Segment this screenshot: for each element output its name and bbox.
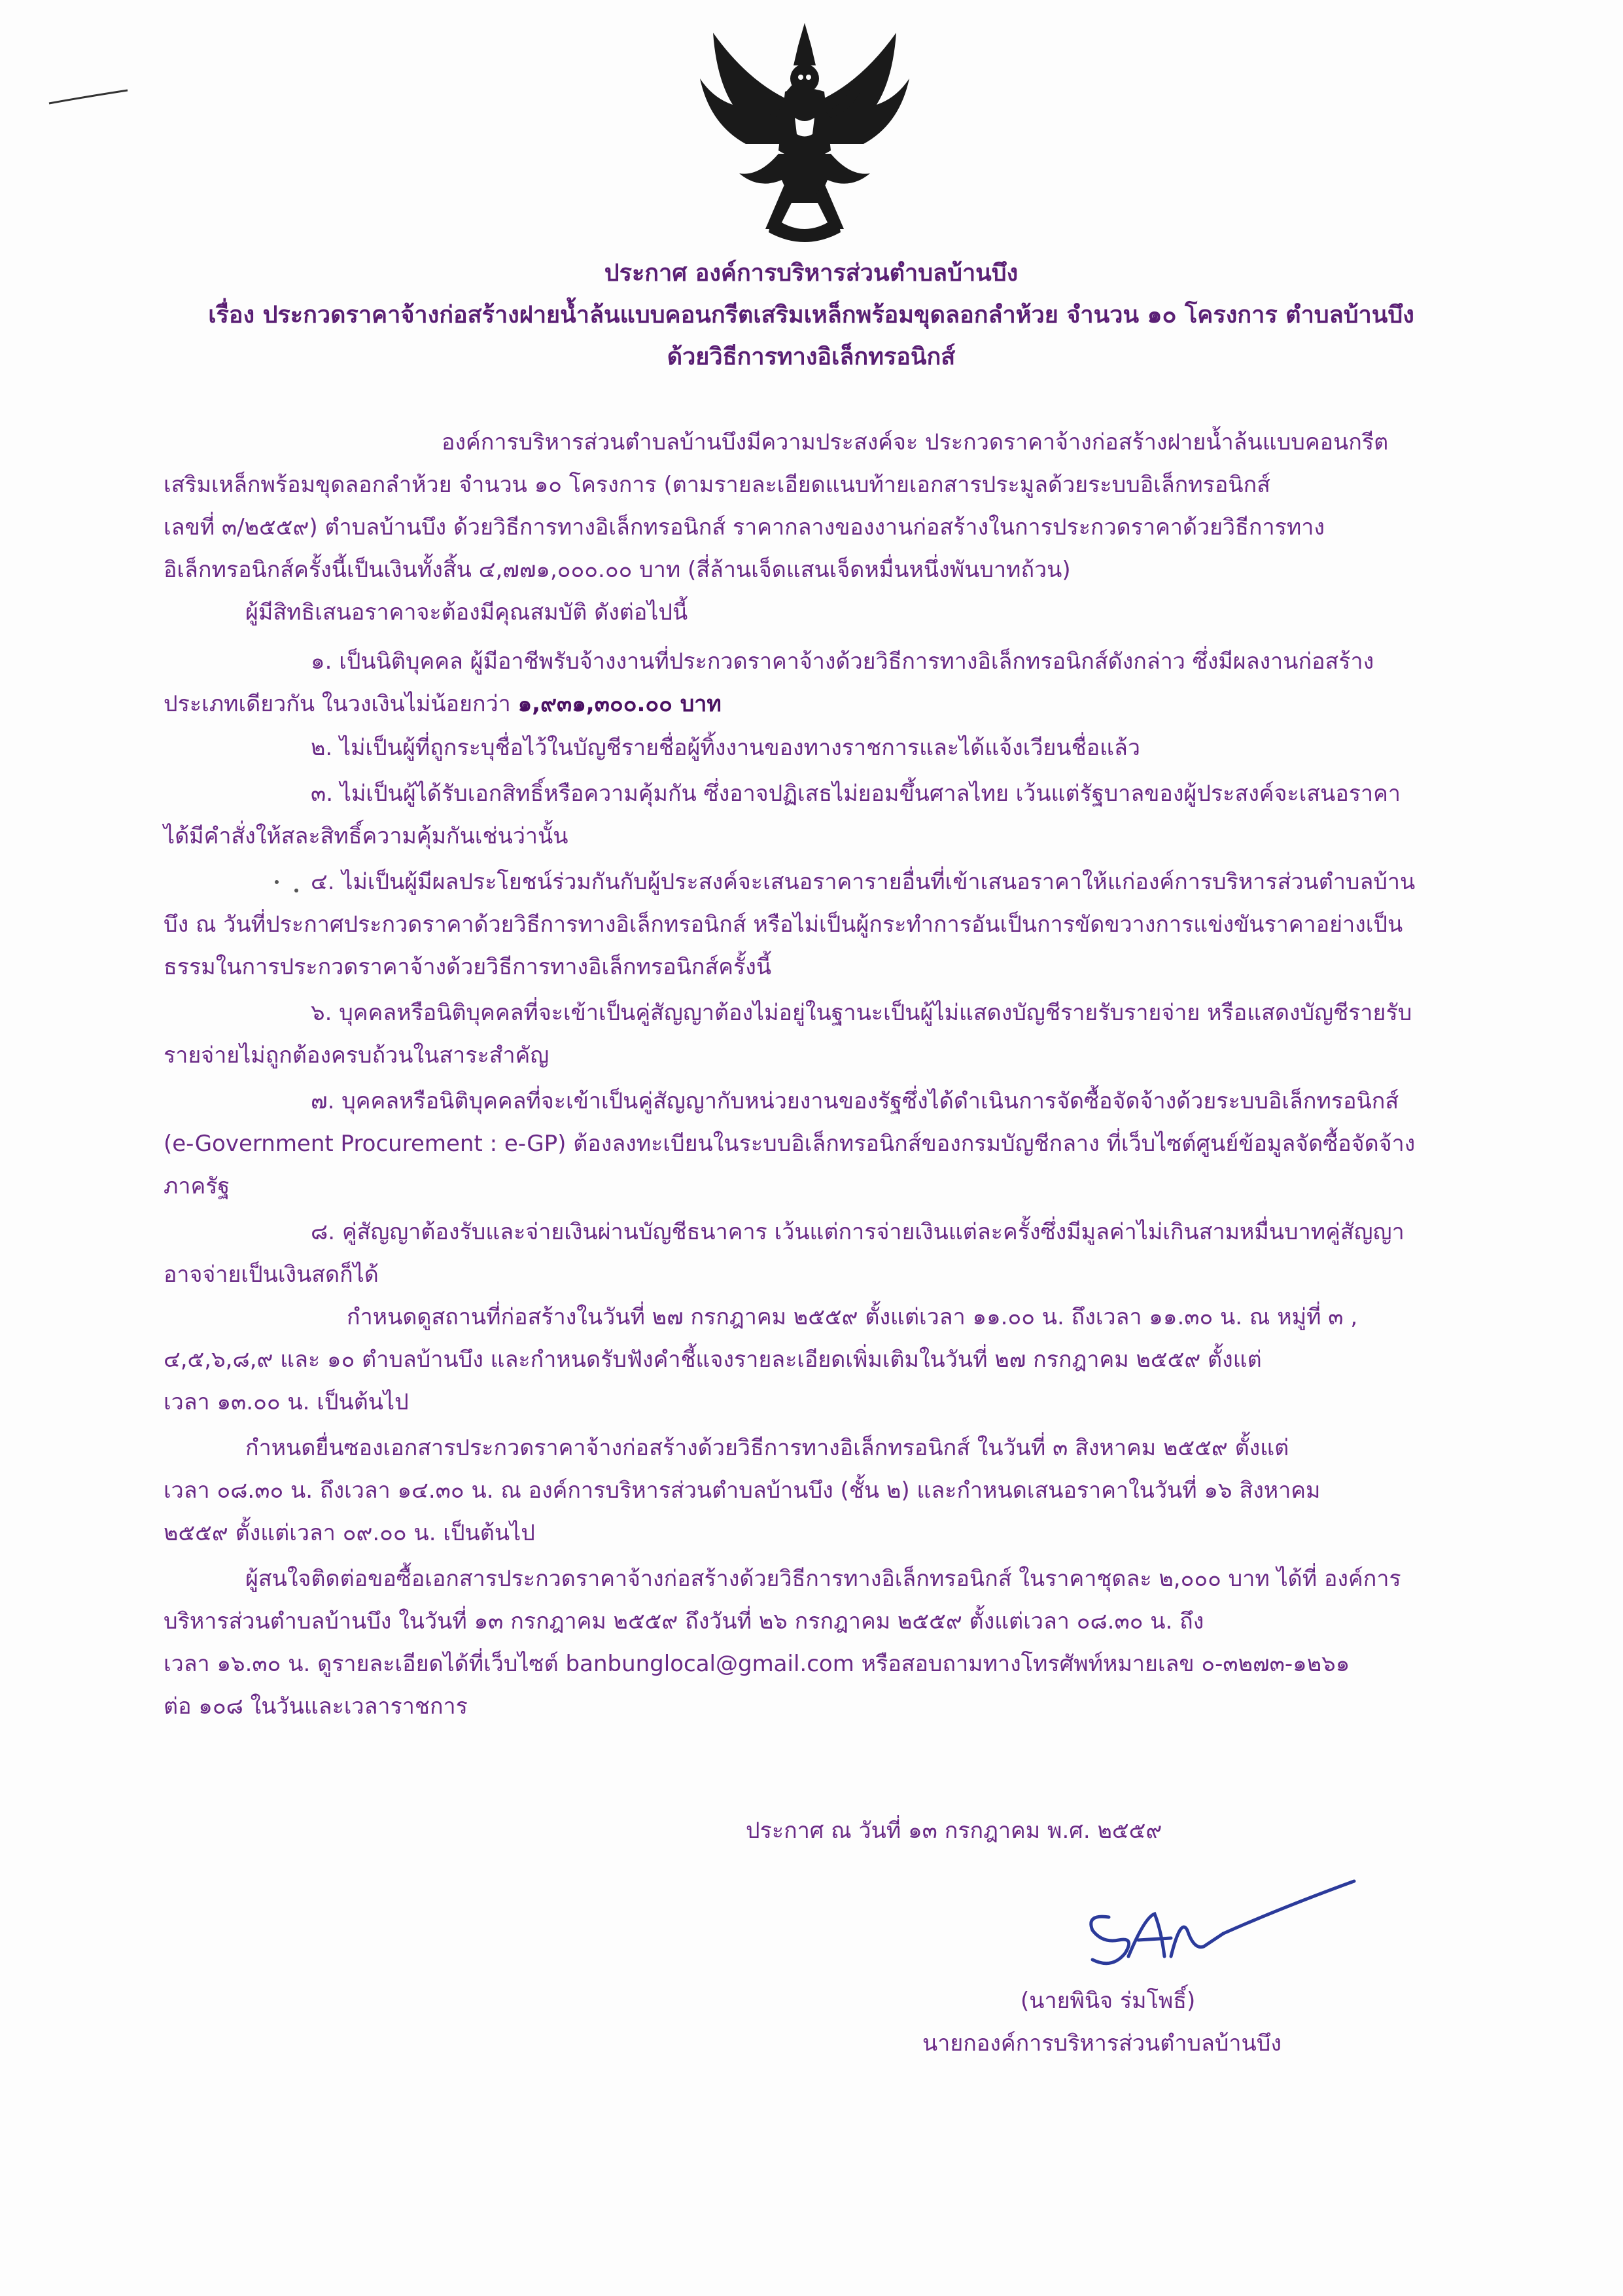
site-visit-line-2: ๔,๕,๖,๘,๙ และ ๑๐ ตำบลบ้านบึง และกำหนดรับฟังคำชี้แจงรายละเอียดเพิ่มเติมในวันที่ ๒๗ กรกฎาคม ๒๕๕๙ ตั้งแต่: [164, 1347, 1262, 1373]
intro-line-4: อิเล็กทรอนิกส์ครั้งนี้เป็นเงินทั้งสิ้น ๔,๗๗๑,๐๐๐.๐๐ บาท (สี่ล้านเจ็ดแสนเจ็ดหมื่นหนึ่งพันบาทถ้วน): [164, 557, 1071, 583]
qualification-1-line-1: ๑. เป็นนิติบุคคล ผู้มีอาชีพรับจ้างงานที่ประกวดราคาจ้างด้วยวิธีการทางอิเล็กทรอนิกส์ดังกล่าว ซึ่งมีผลงานก่อสร้าง: [311, 648, 1374, 675]
contact-line-1: ผู้สนใจติดต่อขอซื้อเอกสารประกวดราคาจ้างก่อสร้างด้วยวิธีการทางอิเล็กทรอนิกส์ ในราคาชุดละ ๒,๐๐๐ บาท ได้ที่ องค์การ: [245, 1566, 1401, 1592]
qualification-6-line-2: รายจ่ายไม่ถูกต้องครบถ้วนในสาระสำคัญ: [164, 1042, 550, 1069]
site-visit-line-3: เวลา ๑๓.๐๐ น. เป็นต้นไป: [164, 1389, 409, 1415]
contact-phone: หรือสอบถามทางโทรศัพท์หมายเลข ๐-๓๒๗๓-๑๒๖๑: [854, 1651, 1350, 1677]
qualification-2: ๒. ไม่เป็นผู้ที่ถูกระบุชื่อไว้ในบัญชีรายชื่อผู้ทิ้งงานของทางราชการและได้แจ้งเวียนชื่อแล้ว: [311, 735, 1140, 761]
stray-pen-mark: [46, 85, 131, 111]
qualification-1-prefix: ประเภทเดียวกัน ในวงเงินไม่น้อยกว่า: [164, 691, 518, 717]
contact-line-3: [164, 1646, 1350, 1681]
signer-name: (นายพินิจ ร่มโพธิ์): [1021, 1988, 1196, 2014]
qualification-8-line-2: อาจจ่ายเป็นเงินสดก็ได้: [164, 1262, 379, 1288]
contact-email: banbunglocal@gmail.com: [565, 1651, 854, 1677]
garuda-emblem-icon: [687, 20, 922, 255]
signature: [1073, 1878, 1361, 1989]
contact-line-4: ต่อ ๑๐๘ ในวันและเวลาราชการ: [164, 1693, 468, 1720]
qualification-4-line-3: ธรรมในการประกวดราคาจ้างด้วยวิธีการทางอิเล็กทรอนิกส์ครั้งนี้: [164, 954, 772, 980]
qualification-4-line-1: ๔. ไม่เป็นผู้มีผลประโยชน์ร่วมกันกับผู้ประสงค์จะเสนอราคารายอื่นที่เข้าเสนอราคาให้แก่องค์การบริหารส่วนตำบลบ้าน: [311, 869, 1416, 895]
contact-line-2: บริหารส่วนตำบลบ้านบึง ในวันที่ ๑๓ กรกฎาคม ๒๕๕๙ ถึงวันที่ ๒๖ กรกฎาคม ๒๕๕๙ ตั้งแต่เวลา ๐๘.๓๐ น. ถึง: [164, 1608, 1204, 1634]
qualification-7-line-1: ๗. บุคคลหรือนิติบุคคลที่จะเข้าเป็นคู่สัญญากับหน่วยงานของรัฐซึ่งได้ดำเนินการจัดซื้อจัดจ้างด้วยระบบอิเล็กทรอนิกส์: [311, 1088, 1399, 1114]
qualifications-heading: ผู้มีสิทธิเสนอราคาจะต้องมีคุณสมบัติ ดังต่อไปนี้: [245, 599, 688, 626]
site-visit-line-1: กำหนดดูสถานที่ก่อสร้างในวันที่ ๒๗ กรกฎาคม ๒๕๕๙ ตั้งแต่เวลา ๑๑.๐๐ น. ถึงเวลา ๑๑.๓๐ น. ณ หมู่ที่ ๓ ,: [347, 1304, 1358, 1330]
intro-line-1: องค์การบริหารส่วนตำบลบ้านบึงมีความประสงค์จะ ประกวดราคาจ้างก่อสร้างฝายน้ำล้นแบบคอนกรีต: [442, 429, 1389, 455]
intro-line-3: เลขที่ ๓/๒๕๕๙) ตำบลบ้านบึง ด้วยวิธีการทางอิเล็กทรอนิกส์ ราคากลางของงานก่อสร้างในการประกวดราคาด้วยวิธีการทาง: [164, 514, 1325, 540]
contact-line-3-prefix: เวลา ๑๖.๓๐ น. ดูรายละเอียดได้ที่เว็บไซต์: [164, 1651, 566, 1677]
submission-line-1: กำหนดยื่นซองเอกสารประกวดราคาจ้างก่อสร้างด้วยวิธีการทางอิเล็กทรอนิกส์ ในวันที่ ๓ สิงหาคม ๒๕๕๙ ตั้งแต่: [245, 1435, 1289, 1461]
announcement-method: ด้วยวิธีการทางอิเล็กทรอนิกส์: [667, 344, 956, 370]
minimum-amount: ๑,๙๓๑,๓๐๐.๐๐ บาท: [517, 691, 722, 717]
qualification-8-line-1: ๘. คู่สัญญาต้องรับและจ่ายเงินผ่านบัญชีธนาคาร เว้นแต่การจ่ายเงินแต่ละครั้งซึ่งมีมูลค่าไม่เกินสามหมื่นบาทคู่สัญญา: [311, 1219, 1405, 1245]
qualification-7-line-3: ภาครัฐ: [164, 1173, 230, 1199]
stray-dot: [275, 880, 279, 884]
announcement-subject: เรื่อง ประกวดราคาจ้างก่อสร้างฝายน้ำล้นแบบคอนกรีตเสริมเหล็กพร้อมขุดลอกลำห้วย จำนวน ๑๐ โครงการ ตำบลบ้านบึง: [208, 302, 1414, 328]
announcement-title: ประกาศ องค์การบริหารส่วนตำบลบ้านบึง: [604, 260, 1019, 287]
announcement-date: ประกาศ ณ วันที่ ๑๓ กรกฎาคม พ.ศ. ๒๕๕๙: [746, 1818, 1162, 1844]
qualification-4-line-2: บึง ณ วันที่ประกาศประกวดราคาด้วยวิธีการทางอิเล็กทรอนิกส์ หรือไม่เป็นผู้กระทำการอันเป็นการขัดขวางการแข่งขันราคาอย่างเป็น: [164, 911, 1403, 938]
stray-dot: [294, 889, 298, 892]
qualification-7-line-2: (e-Government Procurement : e-GP) ต้องลงทะเบียนในระบบอิเล็กทรอนิกส์ของกรมบัญชีกลาง ที่เว็บไซต์ศูนย์ข้อมูลจัดซื้อจัดจ้าง: [164, 1131, 1416, 1157]
signer-title: นายกองค์การบริหารส่วนตำบลบ้านบึง: [922, 2030, 1282, 2057]
qualification-6-line-1: ๖. บุคคลหรือนิติบุคคลที่จะเข้าเป็นคู่สัญญาต้องไม่อยู่ในฐานะเป็นผู้ไม่แสดงบัญชีรายรับรายจ่าย หรือแสดงบัญชีรายรับ: [311, 1000, 1412, 1026]
qualification-3-line-1: ๓. ไม่เป็นผู้ได้รับเอกสิทธิ์หรือความคุ้มกัน ซึ่งอาจปฏิเสธไม่ยอมขึ้นศาลไทย เว้นแต่รัฐบาลของผู้ประสงค์จะเสนอราคา: [311, 781, 1401, 807]
qualification-3-line-2: ได้มีคำสั่งให้สละสิทธิ์ความคุ้มกันเช่นว่านั้น: [164, 823, 568, 849]
submission-line-2: เวลา ๐๘.๓๐ น. ถึงเวลา ๑๔.๓๐ น. ณ องค์การบริหารส่วนตำบลบ้านบึง (ชั้น ๒) และกำหนดเสนอราคาในวันที่ ๑๖ สิงหาคม: [164, 1477, 1321, 1504]
qualification-1-line-2: [164, 686, 722, 721]
intro-line-2: เสริมเหล็กพร้อมขุดลอกลำห้วย จำนวน ๑๐ โครงการ (ตามรายละเอียดแนบท้ายเอกสารประมูลด้วยระบบอิเล็กทรอนิกส์: [164, 472, 1270, 498]
submission-line-3: ๒๕๕๙ ตั้งแต่เวลา ๐๙.๐๐ น. เป็นต้นไป: [164, 1520, 535, 1546]
